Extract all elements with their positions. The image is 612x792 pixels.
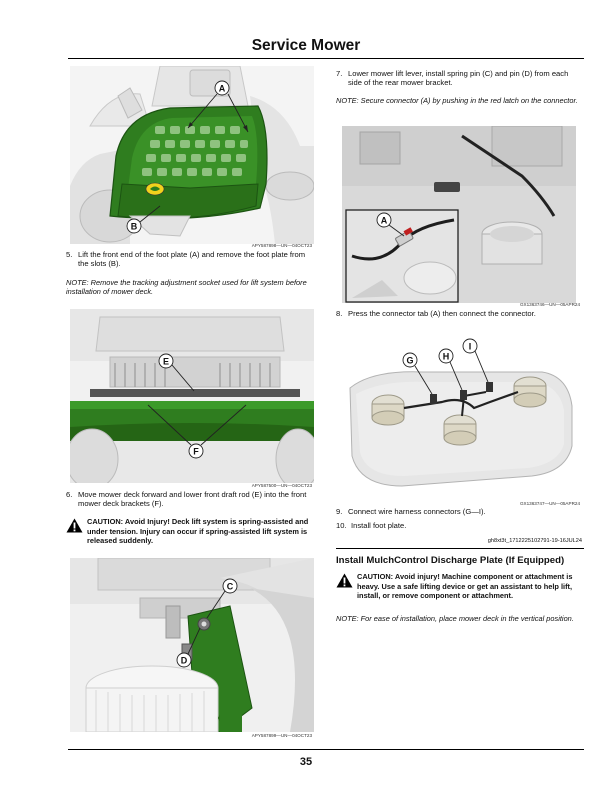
figure-wire-harness <box>342 336 576 502</box>
figure-foot-plate <box>70 66 314 244</box>
fig5-callout-i: I <box>468 341 472 352</box>
fig4-callout-a: A <box>380 215 388 226</box>
figure-id-2: APY587500—UN—04OCT23 <box>251 483 312 488</box>
section-rule <box>336 548 584 549</box>
fig2-callout-f: F <box>193 446 199 457</box>
step-8-number: 8. <box>336 309 343 318</box>
fig5-callout-g: G <box>406 355 414 366</box>
figure-connector <box>342 126 576 303</box>
caution-heavy-component-text: CAUTION: Avoid injury! Machine component or attachment is heavy. Use a safe lifting device or get an assistant to help lift, install, or remove component or attachment. <box>357 572 573 601</box>
step-6-number: 6. <box>66 490 73 499</box>
step-7-text: Lower mower lift lever, install spring pin (C) and pin (D) from each side of the rear mower bracket. <box>348 69 569 88</box>
step-6-text: Move mower deck forward and lower front draft rod (E) into the front mower deck brackets (F). <box>78 490 307 509</box>
step-9-text: Connect wire harness connectors (G—I). <box>348 507 486 516</box>
note-secure-connector: NOTE: Secure connector (A) by pushing in the red latch on the connector. <box>336 96 578 105</box>
fig1-callout-a: A <box>218 83 226 94</box>
warning-icon <box>336 573 353 588</box>
warning-icon <box>66 518 83 533</box>
fig1-callout-b: B <box>130 221 138 232</box>
section-heading-mulchcontrol: Install MulchControl Discharge Plate (If Equipped) <box>336 555 565 566</box>
figure-id-3: APY587899—UN—04OCT23 <box>251 733 312 738</box>
fig3-callout-d: D <box>180 655 188 666</box>
page-number: 35 <box>299 756 313 768</box>
figure-draft-rod <box>70 309 314 483</box>
step-7-number: 7. <box>336 69 343 78</box>
step-10-text: Install foot plate. <box>351 521 407 530</box>
header-rule <box>68 58 584 59</box>
step-8-text: Press the connector tab (A) then connect the connector. <box>348 309 536 318</box>
note-vertical-position: NOTE: For ease of installation, place mower deck in the vertical position. <box>336 614 574 623</box>
figure-id-4: GX1363746—UN—05APR24 <box>519 302 580 307</box>
figure-id-5: GX1363747—UN—05APR24 <box>519 501 580 506</box>
step-9-number: 9. <box>336 507 343 516</box>
fig3-callout-c: C <box>226 581 234 592</box>
footer-rule <box>68 749 584 750</box>
step-5-text: Lift the front end of the foot plate (A) and remove the foot plate from the slots (B). <box>78 250 306 269</box>
fig5-callout-h: H <box>442 351 450 362</box>
page-title: Service Mower <box>251 37 361 54</box>
step-10-number: 10. <box>336 521 347 530</box>
fig2-callout-e: E <box>162 356 170 367</box>
step-5-number: 5. <box>66 250 73 259</box>
figure-id-1: APY587898—UN—04OCT23 <box>251 243 312 248</box>
document-reference-id: gh8xt3t_1712225102791-19-16JUL24 <box>487 538 582 544</box>
figure-spring-pin <box>70 558 314 732</box>
note-tracking-socket: NOTE: Remove the tracking adjustment socket used for lift system before installation of mower deck. <box>66 278 307 297</box>
caution-deck-lift-text: CAUTION: Avoid Injury! Deck lift system is spring-assisted and under tension. Injury can occur if spring-assisted lift system is released suddenly. <box>87 517 309 546</box>
